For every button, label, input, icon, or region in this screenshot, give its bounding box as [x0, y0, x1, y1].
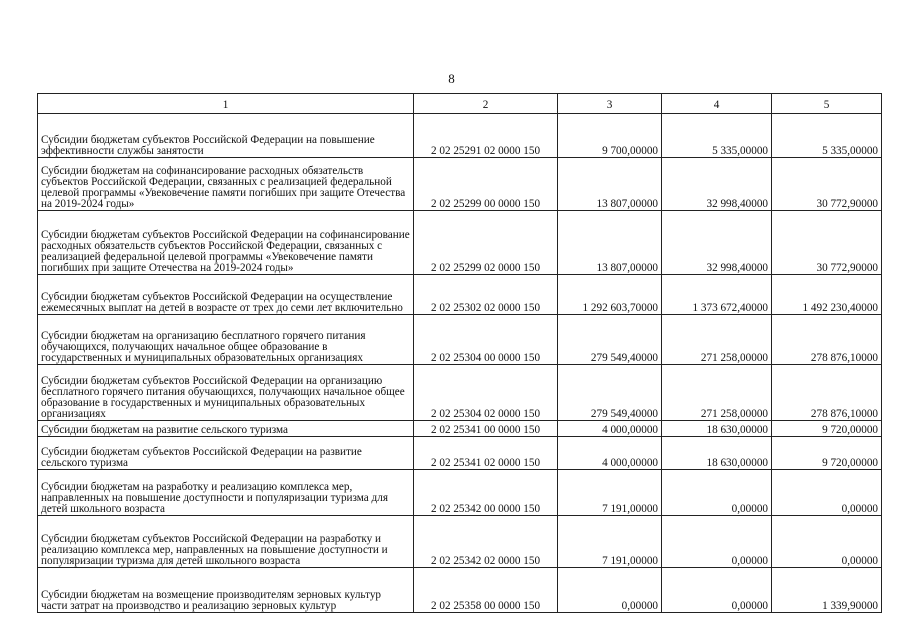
row-value-5: 5 335,00000 [772, 114, 882, 158]
row-value-5: 9 720,00000 [772, 421, 882, 437]
budget-table [37, 93, 882, 613]
row-value-4: 271 258,00000 [662, 365, 772, 421]
row-code: 2 02 25358 00 0000 150 [414, 568, 558, 613]
column-header-5: 5 [772, 94, 882, 114]
row-code: 2 02 25304 00 0000 150 [414, 315, 558, 365]
table-row [38, 568, 882, 613]
row-value-4: 5 335,00000 [662, 114, 772, 158]
row-value-5: 0,00000 [772, 470, 882, 516]
row-code: 2 02 25291 02 0000 150 [414, 114, 558, 158]
row-value-4: 18 630,00000 [662, 421, 772, 437]
row-name: Субсидии бюджетам на организацию бесплатного горячего питания обучающихся, получающих начальное общее образование в государственных и муниципальных образовательных организациях [38, 315, 414, 365]
row-value-5: 278 876,10000 [772, 315, 882, 365]
row-code: 2 02 25342 00 0000 150 [414, 470, 558, 516]
table-row [38, 315, 882, 365]
row-code: 2 02 25302 02 0000 150 [414, 275, 558, 315]
page-number: 8 [448, 71, 455, 86]
row-code: 2 02 25342 02 0000 150 [414, 516, 558, 568]
table-row [38, 275, 882, 315]
row-value-3: 279 549,40000 [558, 315, 662, 365]
row-value-3: 279 549,40000 [558, 365, 662, 421]
row-value-4: 271 258,00000 [662, 315, 772, 365]
row-value-3: 7 191,00000 [558, 470, 662, 516]
column-header-1: 1 [38, 94, 414, 114]
row-value-3: 13 807,00000 [558, 211, 662, 275]
row-value-4: 1 373 672,40000 [662, 275, 772, 315]
row-code: 2 02 25341 00 0000 150 [414, 421, 558, 437]
row-code: 2 02 25341 02 0000 150 [414, 437, 558, 470]
row-value-4: 32 998,40000 [662, 211, 772, 275]
row-value-5: 278 876,10000 [772, 365, 882, 421]
table-row [38, 211, 882, 275]
table-row [38, 365, 882, 421]
row-name: Субсидии бюджетам на софинансирование расходных обязательств субъектов Российской Федерации, связанных с реализацией федеральной целевой программы «Увековечение памяти погибших при защите Отечества на 2019-2024 годы» [38, 158, 414, 211]
row-value-3: 7 191,00000 [558, 516, 662, 568]
row-value-3: 4 000,00000 [558, 421, 662, 437]
row-value-4: 32 998,40000 [662, 158, 772, 211]
row-value-3: 9 700,00000 [558, 114, 662, 158]
column-header-2: 2 [414, 94, 558, 114]
table-row [38, 470, 882, 516]
row-code: 2 02 25299 02 0000 150 [414, 211, 558, 275]
row-name: Субсидии бюджетам субъектов Российской Федерации на софинансирование расходных обязательств субъектов Российской Федерации, связанных с реализацией федеральной целевой программы «Увековечение памяти погибших при защите Отечества на 2019-2024 годы» [38, 211, 414, 275]
row-name: Субсидии бюджетам субъектов Российской Федерации на разработку и реализацию комплекса мер, направленных на повышение доступности и популяризации туризма для детей школьного возраста [38, 516, 414, 568]
row-name: Субсидии бюджетам субъектов Российской Федерации на повышение эффективности службы занятости [38, 114, 414, 158]
column-header-3: 3 [558, 94, 662, 114]
row-name: Субсидии бюджетам на развитие сельского туризма [38, 421, 414, 437]
row-name: Субсидии бюджетам на возмещение производителям зерновых культур части затрат на производство и реализацию зерновых культур [38, 568, 414, 613]
row-value-5: 0,00000 [772, 516, 882, 568]
row-value-3: 13 807,00000 [558, 158, 662, 211]
row-code: 2 02 25304 02 0000 150 [414, 365, 558, 421]
row-name: Субсидии бюджетам субъектов Российской Федерации на развитие сельского туризма [38, 437, 414, 470]
row-value-3: 0,00000 [558, 568, 662, 613]
table-row [38, 114, 882, 158]
row-value-3: 4 000,00000 [558, 437, 662, 470]
row-value-5: 30 772,90000 [772, 158, 882, 211]
row-value-3: 1 292 603,70000 [558, 275, 662, 315]
row-value-4: 0,00000 [662, 516, 772, 568]
table-row [38, 158, 882, 211]
row-value-5: 30 772,90000 [772, 211, 882, 275]
row-name: Субсидии бюджетам субъектов Российской Федерации на организацию бесплатного горячего питания обучающихся, получающих начальное общее образование в государственных и муниципальных образовательных организациях [38, 365, 414, 421]
table-header-row [38, 94, 882, 114]
row-value-4: 18 630,00000 [662, 437, 772, 470]
table-row [38, 421, 882, 437]
row-value-5: 1 339,90000 [772, 568, 882, 613]
row-name: Субсидии бюджетам на разработку и реализацию комплекса мер, направленных на повышение доступности и популяризации туризма для детей школьного возраста [38, 470, 414, 516]
table-row [38, 437, 882, 470]
row-value-4: 0,00000 [662, 470, 772, 516]
row-value-5: 1 492 230,40000 [772, 275, 882, 315]
row-value-5: 9 720,00000 [772, 437, 882, 470]
row-value-4: 0,00000 [662, 568, 772, 613]
table-row [38, 516, 882, 568]
row-code: 2 02 25299 00 0000 150 [414, 158, 558, 211]
row-name: Субсидии бюджетам субъектов Российской Федерации на осуществление ежемесячных выплат на детей в возрасте от трех до семи лет включительно [38, 275, 414, 315]
column-header-4: 4 [662, 94, 772, 114]
